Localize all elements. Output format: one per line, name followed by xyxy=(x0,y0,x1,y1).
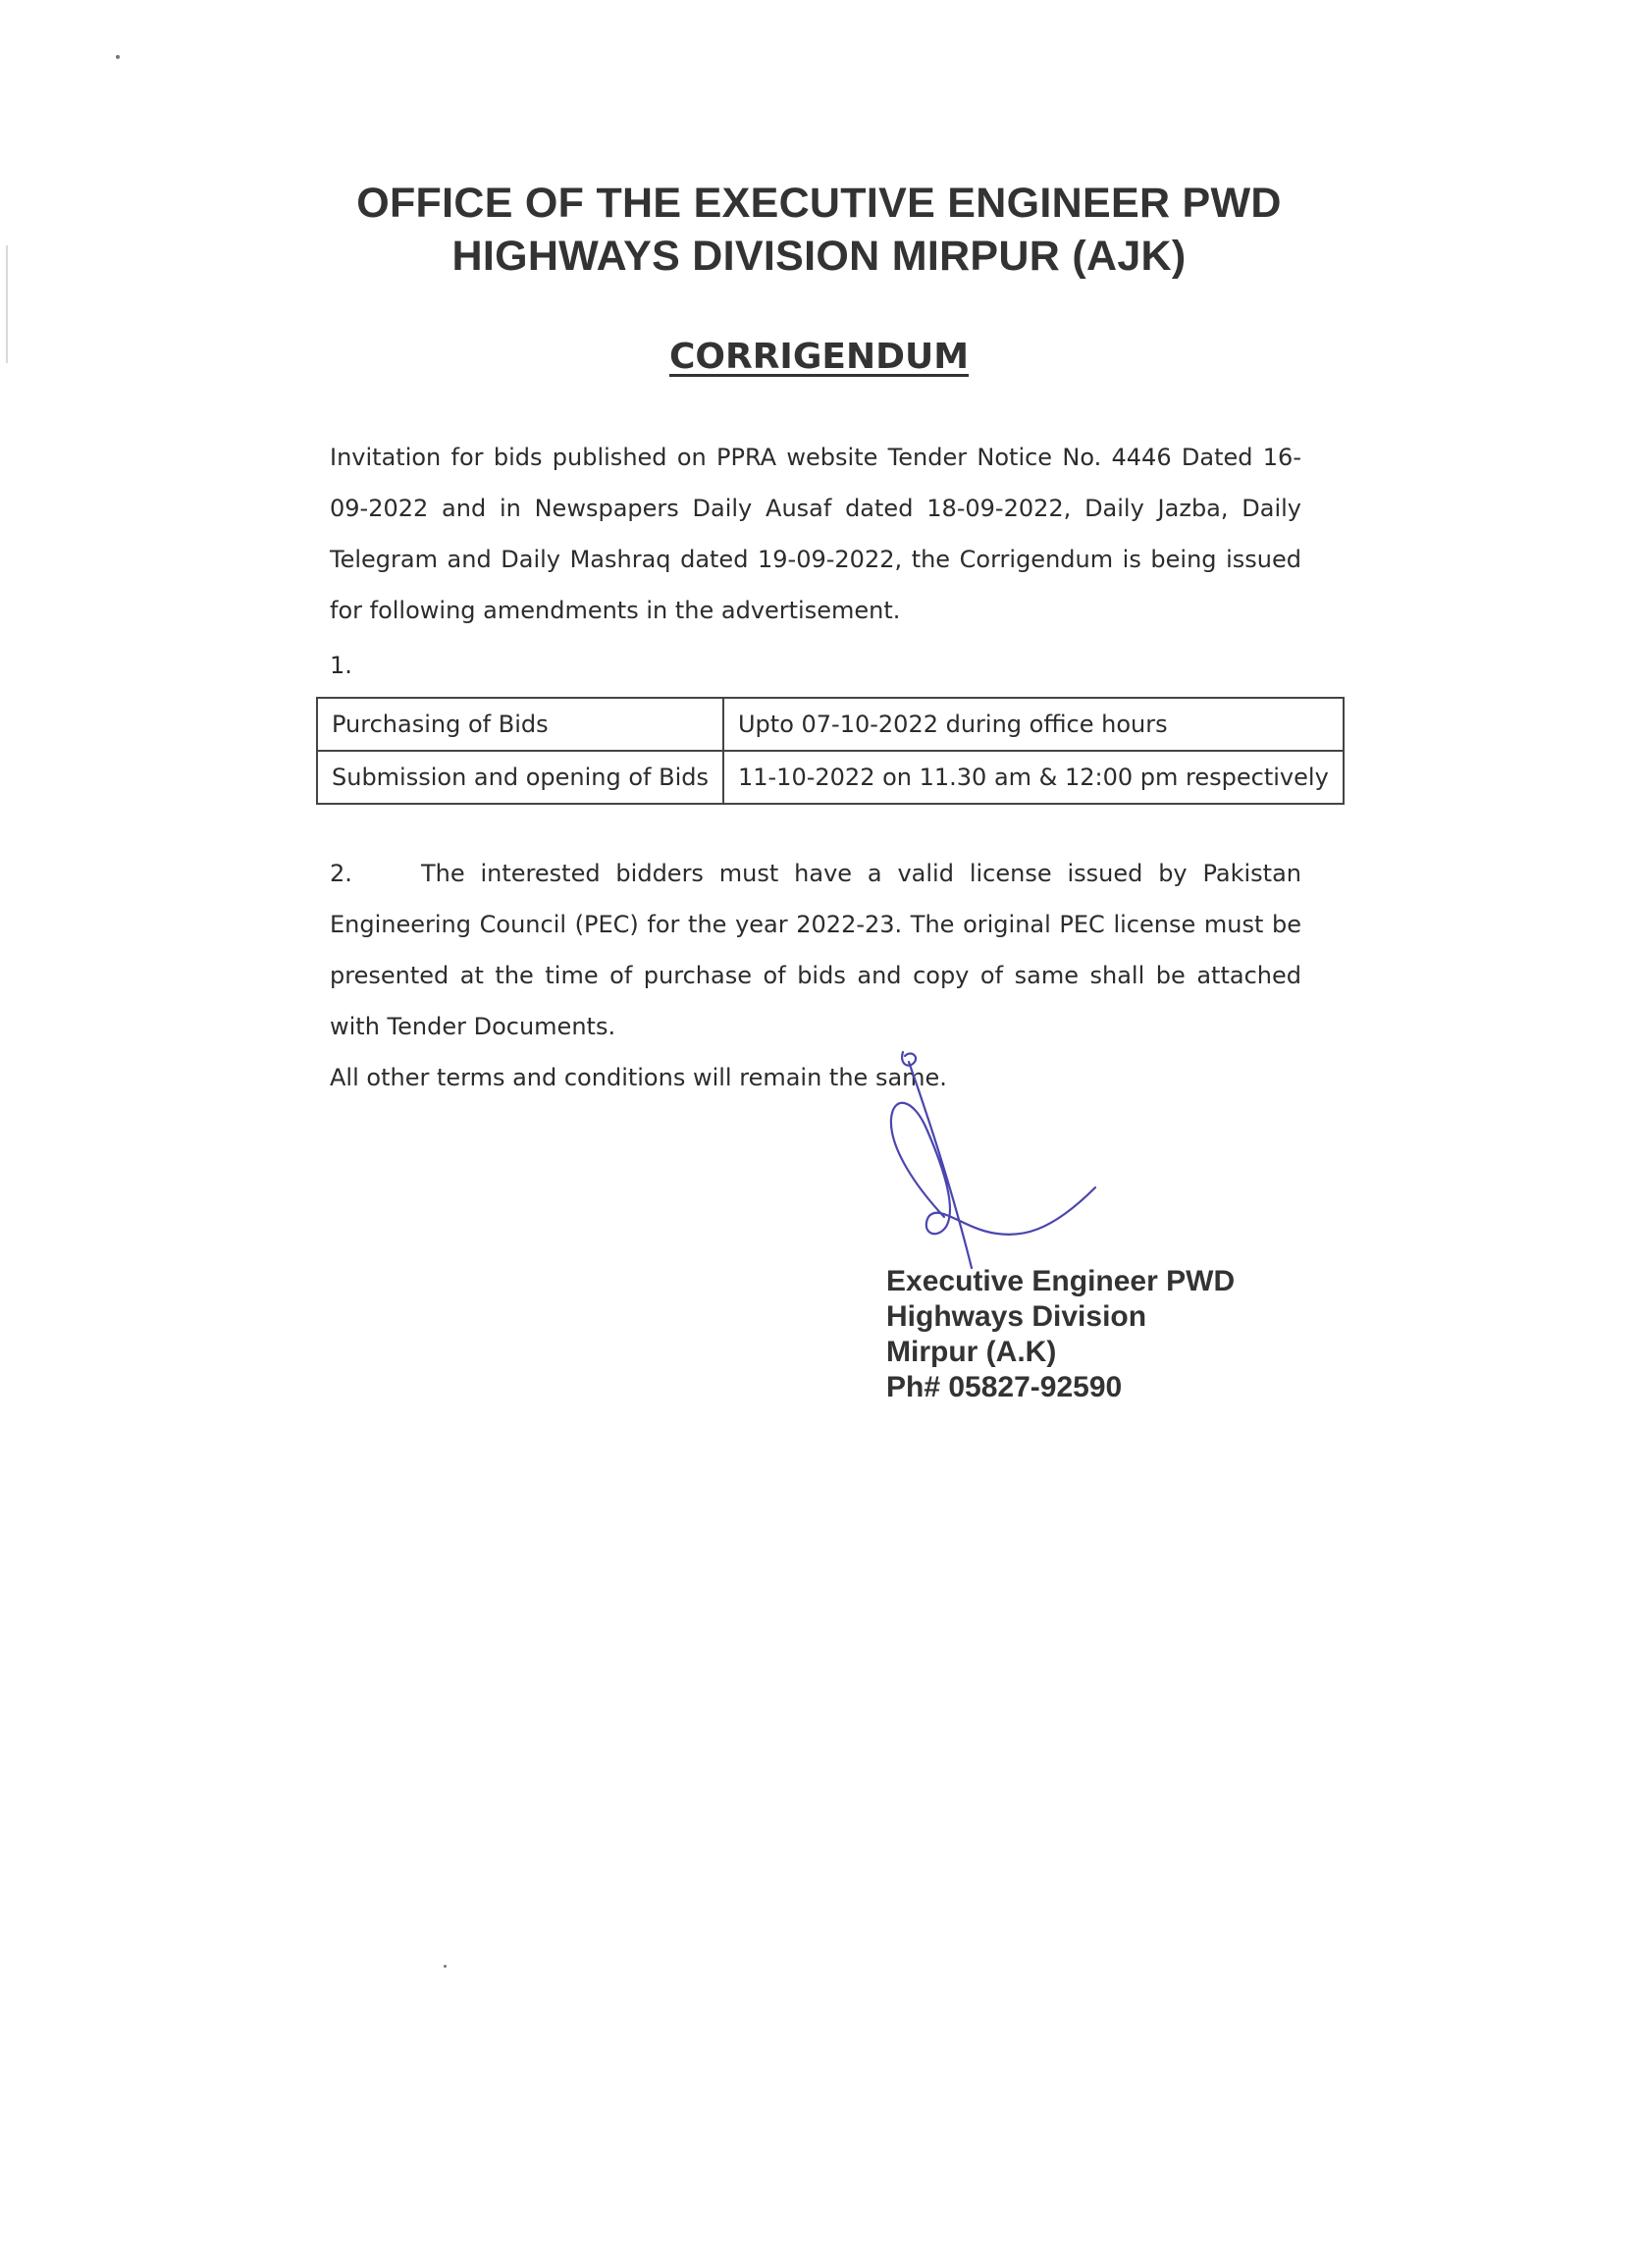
office-header-line2: HIGHWAYS DIVISION MIRPUR (AJK) xyxy=(451,233,1187,280)
table-cell-label: Submission and opening of Bids xyxy=(317,751,723,804)
signatory-division: Highways Division xyxy=(886,1300,1147,1333)
schedule-table xyxy=(316,697,1345,805)
signatory-location: Mirpur (A.K) xyxy=(886,1336,1057,1368)
item2-paragraph xyxy=(330,848,1301,1052)
table-cell-value: 11-10-2022 on 11.30 am & 12:00 pm respectively xyxy=(723,751,1344,804)
signatory-block xyxy=(886,1264,1235,1405)
item2-number: 2. xyxy=(330,860,352,887)
scan-speck xyxy=(116,55,120,59)
office-header-line1: OFFICE OF THE EXECUTIVE ENGINEER PWD xyxy=(356,180,1282,227)
item1-number: 1. xyxy=(330,652,352,679)
signatory-phone: Ph# 05827-92590 xyxy=(886,1371,1123,1403)
table-cell-label: Purchasing of Bids xyxy=(317,698,723,751)
signatory-designation: Executive Engineer PWD xyxy=(886,1265,1236,1297)
table-row xyxy=(317,751,1344,804)
document-title: CORRIGENDUM xyxy=(668,337,970,377)
item2-text: The interested bidders must have a valid license issued by Pakistan Engineering Council (PEC) for the year 2022-23. The original PEC license must be presented at the time of purchase of bids and copy of same shall be attached with Tender Documents. xyxy=(330,860,1301,1040)
intro-paragraph: Invitation for bids published on PPRA website Tender Notice No. 4446 Dated 16-09-2022 and in Newspapers Daily Ausaf dated 18-09-2022, Daily Jazba, Daily Telegram and Daily Mashraq dated 19-09-2022, the Corrigendum is being issued for following amendments in the advertisement. xyxy=(330,444,1301,624)
table-cell-value: Upto 07-10-2022 during office hours xyxy=(723,698,1344,751)
handwritten-signature xyxy=(864,1040,1119,1276)
closing-line: All other terms and conditions will remain the same. xyxy=(330,1064,947,1091)
table-row xyxy=(317,698,1344,751)
scan-speck xyxy=(444,1965,447,1968)
